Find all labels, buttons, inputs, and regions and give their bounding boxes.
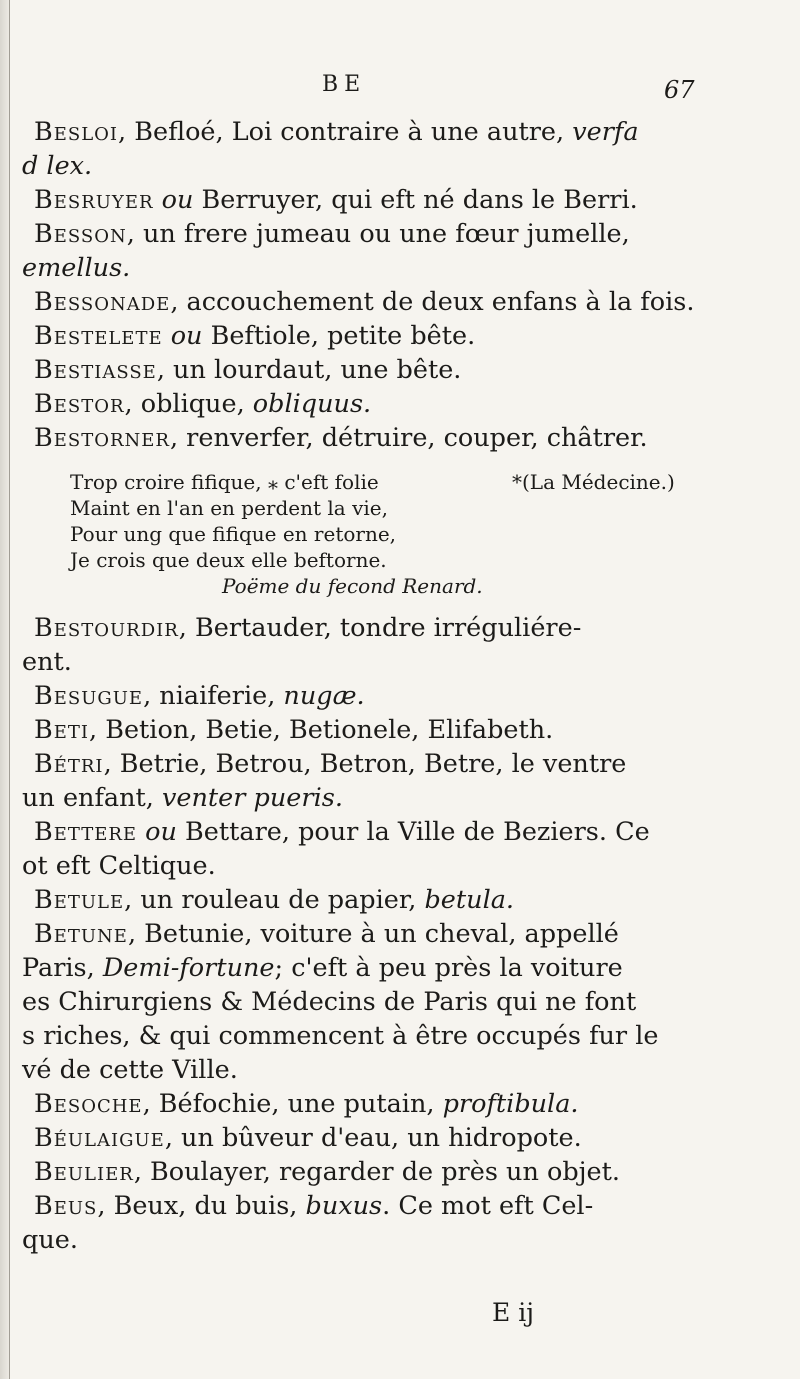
entry-betune (22, 917, 782, 1087)
definition: , oblique, (124, 389, 253, 419)
headword: Bessonade (34, 287, 171, 317)
connector: ou (145, 817, 177, 847)
entry-betule (22, 883, 782, 917)
entry-beti (22, 713, 782, 747)
entry-besugue (22, 679, 782, 713)
entry-betri (22, 747, 782, 815)
headword: Besloi (34, 117, 119, 147)
definition: . Ce mot eft Cel- (382, 1191, 594, 1221)
headword: Betule (34, 885, 125, 915)
connector: ou (170, 321, 203, 351)
definition-continued: s riches, & qui commencent à être occupés fur le (22, 1021, 659, 1051)
definition: , renverfer, détruire, couper, châtrer. (169, 423, 648, 453)
latin-gloss: nugæ. (283, 681, 365, 711)
entry-beulaigue (22, 1121, 782, 1155)
headword: Beulier (34, 1157, 134, 1187)
definition: , un rouleau de papier, (124, 885, 425, 915)
headword: Besoche (34, 1089, 143, 1119)
page-number: 67 (664, 76, 695, 104)
definition: , un bûveur d'eau, un hidropote. (164, 1123, 582, 1153)
latin-gloss: venter pueris. (162, 783, 343, 813)
definition-continued: ; c'eft à peu près la voiture (274, 953, 623, 983)
entry-bestourdir (22, 611, 782, 679)
definition-continued: ot eft Celtique. (22, 851, 216, 881)
headword: Bestor (34, 389, 125, 419)
latin-gloss: proftibula. (442, 1089, 579, 1119)
latin-gloss-continued: emellus. (22, 253, 131, 283)
definition-continued: ent. (22, 647, 72, 677)
definition: Beftiole, petite bête. (202, 321, 476, 351)
verse-quotation (70, 469, 782, 599)
definition: , Betion, Betie, Betionele, Elifabeth. (89, 715, 554, 745)
definition: Berruyer, qui eft né dans le Berri. (193, 185, 638, 215)
headword: Bestorner (34, 423, 170, 453)
entry-besloi (22, 115, 782, 183)
signature-mark: E ij (492, 1298, 534, 1327)
definition: , accouchement de deux enfans à la fois. (170, 287, 695, 317)
definition-continued: que. (22, 1225, 78, 1255)
headword: Béulaigue (34, 1123, 165, 1153)
definition: , Béfochie, une putain, (142, 1089, 443, 1119)
entry-bettere (22, 815, 782, 883)
headword: Bettere (34, 817, 138, 847)
latin-gloss-continued: d lex. (22, 151, 93, 181)
verse-line: Trop croire fifique, ⁎ c'eft folie *(La Médecine.) (70, 470, 675, 494)
definition: , Betunie, voiture à un cheval, appellé (127, 919, 619, 949)
definition-continued: es Chirurgiens & Médecins de Paris qui ne font (22, 987, 637, 1017)
definition: , Beux, du buis, (97, 1191, 306, 1221)
latin-gloss: buxus (305, 1191, 383, 1221)
verse-line: Pour ung que fifique en retorne, (70, 522, 397, 546)
definition: , Befloé, Loi contraire à une autre, (118, 117, 573, 147)
marginal-note: *(La Médecine.) (512, 470, 675, 494)
connector: ou (161, 185, 194, 215)
headword: Beus (34, 1191, 98, 1221)
quotation-source: Poëme du fecond Renard. (222, 574, 483, 598)
headword: Bétri (34, 749, 104, 779)
entry-besoche (22, 1087, 782, 1121)
definition-continued: vé de cette Ville. (22, 1055, 238, 1085)
latin-gloss: betula. (424, 885, 515, 915)
definition: Bettare, pour la Ville de Beziers. Ce (176, 817, 650, 847)
definition: , un lourdaut, une bête. (156, 355, 462, 385)
page-header (0, 72, 800, 112)
definition-continued: Paris, (22, 953, 103, 983)
verse-line: Maint en l'an en perdent la vie, (70, 496, 388, 520)
entry-bestor (22, 387, 782, 421)
entry-besson (22, 217, 782, 285)
headword: Bestourdir (34, 613, 179, 643)
headword: Besruyer (34, 185, 154, 215)
binding-line (9, 0, 10, 1379)
headword: Betune (34, 919, 128, 949)
definition: , Boulayer, regarder de près un objet. (133, 1157, 620, 1187)
definition: , un frere jumeau ou une fœur jumelle, (126, 219, 630, 249)
running-head: BE (322, 72, 367, 97)
headword: Bestiasse (34, 355, 157, 385)
entry-beus (22, 1189, 782, 1257)
dictionary-page (22, 115, 782, 1257)
headword: Beti (34, 715, 89, 745)
italic-term: Demi-fortune (102, 953, 275, 983)
headword: Besson (34, 219, 127, 249)
definition-continued: un enfant, (22, 783, 162, 813)
entry-bestorner (22, 421, 782, 455)
definition: , Bertauder, tondre irréguliére- (178, 613, 582, 643)
entry-bestiasse (22, 353, 782, 387)
entry-besruyer (22, 183, 782, 217)
entry-beulier (22, 1155, 782, 1189)
entry-bessonade (22, 285, 782, 319)
definition: , Betrie, Betrou, Betron, Betre, le ventre (103, 749, 627, 779)
headword: Bestelete (34, 321, 163, 351)
verse-line: Je crois que deux elle beftorne. (70, 548, 387, 572)
latin-gloss: obliquus. (252, 389, 372, 419)
definition: , niaiferie, (143, 681, 284, 711)
entry-bestelete (22, 319, 782, 353)
headword: Besugue (34, 681, 144, 711)
latin-gloss: verfa (572, 117, 639, 147)
